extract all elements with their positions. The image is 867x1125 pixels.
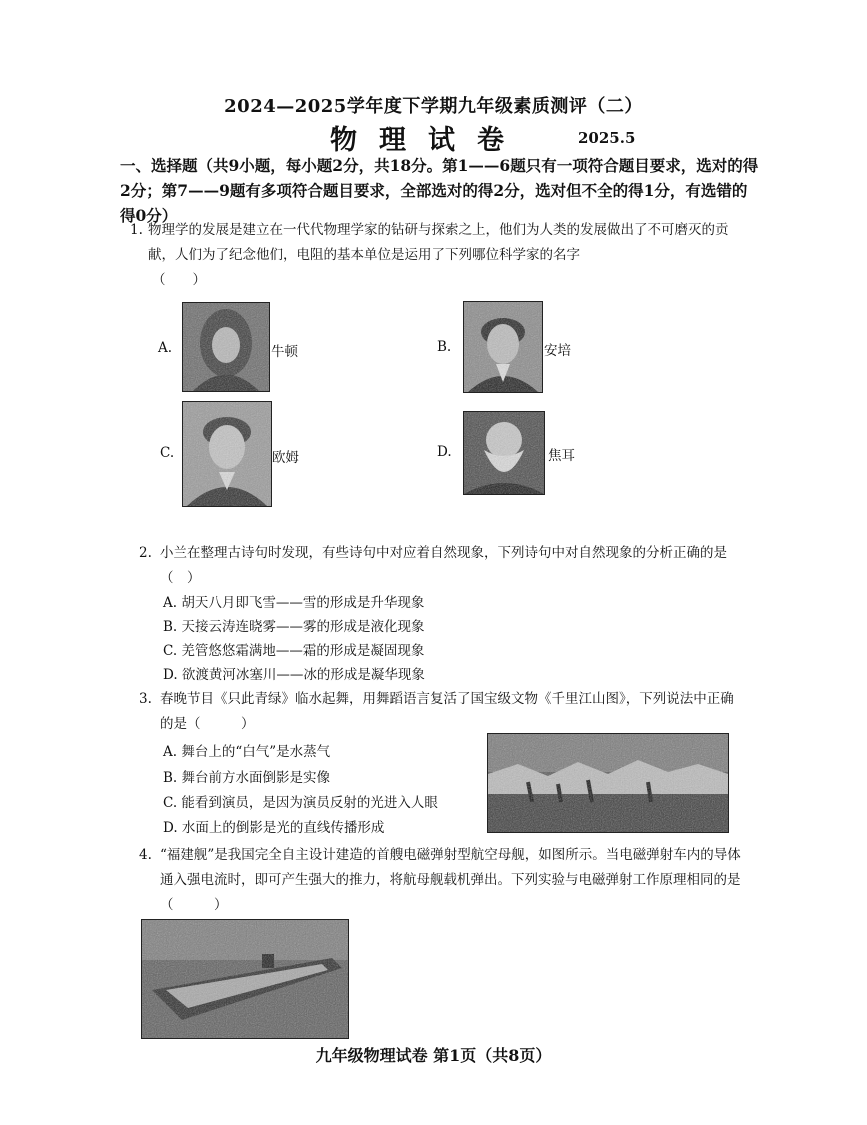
- q1-number: 1.: [130, 222, 143, 238]
- q1-blank: （ ）: [152, 272, 206, 288]
- q4-stem: “福建舰”是我国完全自主设计建造的首艘电磁弹射型航空母舰，如图所示。当电磁弹射车内的导体通入强电流时，即可产生强大的推力，将航母舰载机弹出。下列实验与电磁弹射工作原理相同的是（ ）: [160, 847, 741, 913]
- q1-option-b-letter: B.: [437, 339, 452, 355]
- q2-option-b: B. 天接云涛连晓雾——雾的形成是液化现象: [163, 619, 425, 635]
- aircraft-carrier-photo: [141, 919, 349, 1039]
- q1-option-a-name: 牛顿: [271, 344, 298, 360]
- page-footer: 九年级物理试卷 第1页（共8页）: [315, 1046, 552, 1065]
- q1-option-c-letter: C.: [160, 445, 175, 461]
- q3-option-b: B. 舞台前方水面倒影是实像: [163, 770, 331, 786]
- section-heading: 一、选择题（共9小题，每小题2分，共18分。第1——6题只有一项符合题目要求，选对的得2分；第7——9题有多项符合题目要求，全部选对的得2分，选对但不全的得1分，有选错的得0分）: [120, 156, 759, 225]
- q1-option-c-name: 欧姆: [272, 450, 299, 466]
- q2-option-c: C. 羌管悠悠霜满地——霜的形成是凝固现象: [163, 643, 425, 659]
- q2-option-a: A. 胡天八月即飞雪——雪的形成是升华现象: [163, 595, 425, 611]
- q3-option-c: C. 能看到演员，是因为演员反射的光进入人眼: [163, 795, 438, 811]
- q4-number: 4.: [139, 847, 152, 863]
- q2-stem: 小兰在整理古诗句时发现，有些诗句中对应着自然现象，下列诗句中对自然现象的分析正确的是（ ）: [160, 545, 727, 586]
- exam-date: 2025.5: [578, 129, 636, 147]
- ohm-portrait: [182, 401, 272, 507]
- q1-option-d-name: 焦耳: [548, 448, 575, 464]
- q3-number: 3.: [139, 691, 152, 707]
- q3-option-d: D. 水面上的倒影是光的直线传播形成: [163, 820, 385, 836]
- q1-option-b-name: 安培: [544, 343, 571, 359]
- q3-stem: 春晚节目《只此青绿》临水起舞，用舞蹈语言复活了国宝级文物《千里江山图》，下列说法中正确的是（ ）: [160, 691, 734, 732]
- q3-option-a: A. 舞台上的“白气”是水蒸气: [163, 744, 331, 760]
- q2-option-d: D. 欲渡黄河冰塞川——冰的形成是凝华现象: [163, 667, 425, 683]
- joule-portrait: [463, 411, 545, 495]
- q1-option-a-letter: A.: [158, 340, 173, 356]
- q2-number: 2.: [139, 545, 152, 561]
- ampere-portrait: [463, 301, 543, 393]
- dance-stage-photo: [487, 733, 729, 833]
- newton-portrait: [182, 302, 270, 392]
- subject-title: 物理试卷: [330, 125, 526, 156]
- exam-title: 2024—2025学年度下学期九年级素质测评（二）: [224, 96, 643, 117]
- q1-option-d-letter: D.: [437, 444, 452, 460]
- q1-stem: 物理学的发展是建立在一代代物理学家的钻研与探索之上，他们为人类的发展做出了不可磨灭的贡献，人们为了纪念他们，电阻的基本单位是运用了下列哪位科学家的名字: [148, 222, 729, 263]
